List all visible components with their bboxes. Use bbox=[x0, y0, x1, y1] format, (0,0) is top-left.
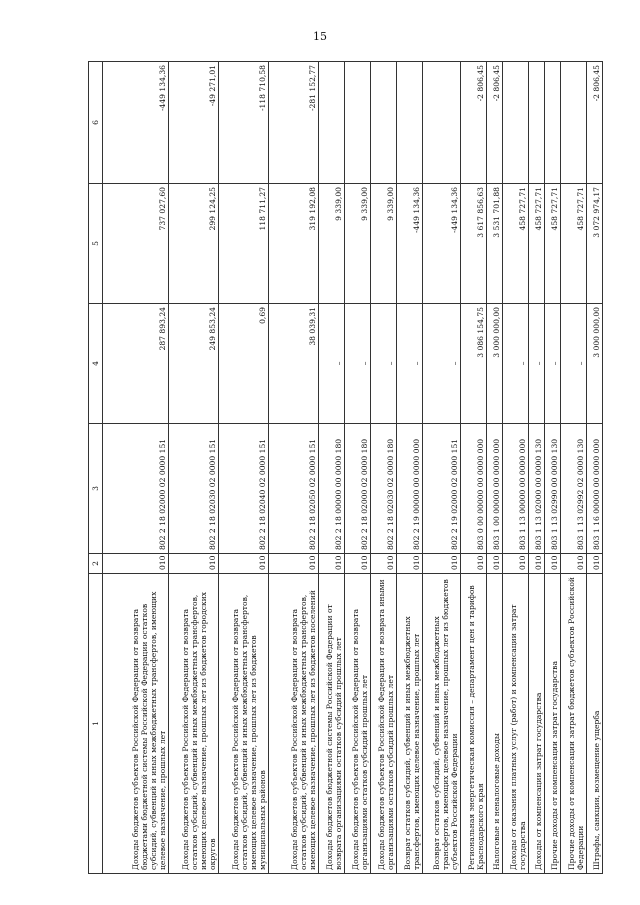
row-col5: 458 727,71 bbox=[529, 184, 545, 304]
row-col5: 737 027,60 bbox=[103, 184, 169, 304]
row-kbk: 802 2 19 00000 00 0000 000 bbox=[397, 424, 423, 554]
row-col4: 287 893,24 bbox=[103, 304, 169, 424]
row-code: 010 bbox=[319, 554, 345, 574]
row-name: Доходы от компенсации затрат государства bbox=[529, 574, 545, 874]
row-name: Доходы бюджетов субъектов Российской Федерации от возврата организациями остатков субсидий прошлых лет bbox=[345, 574, 371, 874]
row-col4: – bbox=[423, 304, 461, 424]
row-code: 010 bbox=[587, 554, 603, 574]
table-row bbox=[545, 62, 561, 874]
row-kbk: 803 1 13 02000 00 0000 130 bbox=[529, 424, 545, 554]
table-row bbox=[461, 62, 487, 874]
row-code: 010 bbox=[561, 554, 587, 574]
row-name: Доходы бюджетов субъектов Российской Федерации от возврата иными организациями остатков субсидий прошлых лет bbox=[371, 574, 397, 874]
row-name: Доходы бюджетов субъектов Российской Федерации от возврата остатков субсидий, субвенций и иных межбюджетных трансфертов, имеющих целевое назначение, прошлых лет из бюджетов поселений bbox=[269, 574, 319, 874]
row-code: 010 bbox=[269, 554, 319, 574]
row-kbk: 802 2 18 02040 02 0000 151 bbox=[219, 424, 269, 554]
row-kbk: 802 2 18 02030 02 0000 180 bbox=[371, 424, 397, 554]
row-name: Региональная энергетическая комиссия – департамент цен и тарифов Краснодарского края bbox=[461, 574, 487, 874]
row-name: Доходы бюджетов субъектов Российской Федерации от возврата остатков субсидий, субвенций и иных межбюджетных трансфертов, имеющих целевое назначение, прошлых лет из бюджетов муниципальных районов bbox=[219, 574, 269, 874]
row-kbk: 802 2 19 02000 02 0000 151 bbox=[423, 424, 461, 554]
header-cell: 2 bbox=[89, 554, 103, 574]
row-kbk: 802 2 18 02000 02 0000 151 bbox=[103, 424, 169, 554]
page-number: 15 bbox=[313, 30, 327, 43]
table-row bbox=[269, 62, 319, 874]
row-col6 bbox=[319, 62, 345, 184]
row-col5: 3 531 701,88 bbox=[487, 184, 503, 304]
row-kbk: 802 2 18 02000 02 0000 180 bbox=[345, 424, 371, 554]
row-kbk: 802 2 18 02030 02 0000 151 bbox=[169, 424, 219, 554]
header-cell: 3 bbox=[89, 424, 103, 554]
row-col6 bbox=[397, 62, 423, 184]
row-code: 010 bbox=[487, 554, 503, 574]
rotated-table-container bbox=[88, 62, 601, 874]
row-col4: – bbox=[561, 304, 587, 424]
row-col6: -2 806,45 bbox=[461, 62, 487, 184]
row-name: Прочие доходы от компенсации затрат бюджетов субъектов Российской Федерации bbox=[561, 574, 587, 874]
header-cell: 5 bbox=[89, 184, 103, 304]
row-col5: 299 124,25 bbox=[169, 184, 219, 304]
row-col5: 9 339,00 bbox=[319, 184, 345, 304]
row-col4: 3 086 154,75 bbox=[461, 304, 487, 424]
table-row bbox=[529, 62, 545, 874]
table-row bbox=[397, 62, 423, 874]
row-col5: 319 192,08 bbox=[269, 184, 319, 304]
row-col5: 9 339,00 bbox=[371, 184, 397, 304]
row-col4: 249 853,24 bbox=[169, 304, 219, 424]
row-col4: – bbox=[397, 304, 423, 424]
table-row bbox=[103, 62, 169, 874]
table-row bbox=[319, 62, 345, 874]
row-col6: -49 271,01 bbox=[169, 62, 219, 184]
row-code: 010 bbox=[371, 554, 397, 574]
row-col6: -118 710,58 bbox=[219, 62, 269, 184]
row-kbk: 802 2 18 02050 02 0000 151 bbox=[269, 424, 319, 554]
row-col5: 458 727,71 bbox=[561, 184, 587, 304]
header-cell: 1 bbox=[89, 574, 103, 874]
row-col6 bbox=[503, 62, 529, 184]
table-row bbox=[169, 62, 219, 874]
row-col4: 38 039,31 bbox=[269, 304, 319, 424]
table-row bbox=[487, 62, 503, 874]
row-name: Прочие доходы от компенсации затрат государства bbox=[545, 574, 561, 874]
row-code: 010 bbox=[545, 554, 561, 574]
table-row bbox=[587, 62, 603, 874]
row-col4: – bbox=[345, 304, 371, 424]
row-code: 010 bbox=[169, 554, 219, 574]
row-col5: -449 134,36 bbox=[423, 184, 461, 304]
table-row bbox=[371, 62, 397, 874]
row-col4: 3 000 000,00 bbox=[587, 304, 603, 424]
row-col6 bbox=[561, 62, 587, 184]
header-row bbox=[89, 62, 103, 874]
row-code: 010 bbox=[397, 554, 423, 574]
row-col6 bbox=[529, 62, 545, 184]
row-col4: 3 000 000,00 bbox=[487, 304, 503, 424]
row-name: Доходы бюджетов субъектов Российской Федерации от возврата остатков субсидий, субвенций и иных межбюджетных трансфертов, имеющих целевое назначение, прошлых лет из бюджетов городских округов bbox=[169, 574, 219, 874]
row-name: Доходы от оказания платных услуг (работ) и компенсации затрат государства bbox=[503, 574, 529, 874]
row-col6: -2 806,45 bbox=[587, 62, 603, 184]
row-kbk: 803 0 00 00000 00 0000 000 bbox=[461, 424, 487, 554]
row-col6: -2 806,45 bbox=[487, 62, 503, 184]
row-name: Штрафы, санкции, возмещение ущерба bbox=[587, 574, 603, 874]
row-col4: 0,69 bbox=[219, 304, 269, 424]
table-row bbox=[503, 62, 529, 874]
row-code: 010 bbox=[503, 554, 529, 574]
row-col4: – bbox=[371, 304, 397, 424]
row-col4: – bbox=[545, 304, 561, 424]
row-kbk: 803 1 13 00000 00 0000 000 bbox=[503, 424, 529, 554]
row-col6 bbox=[371, 62, 397, 184]
budget-table bbox=[88, 61, 603, 874]
row-kbk: 802 2 18 00000 00 0000 180 bbox=[319, 424, 345, 554]
row-col6: -449 134,36 bbox=[103, 62, 169, 184]
row-col6 bbox=[545, 62, 561, 184]
row-col5: 3 617 856,63 bbox=[461, 184, 487, 304]
row-kbk: 803 1 16 00000 00 0000 000 bbox=[587, 424, 603, 554]
table-row bbox=[423, 62, 461, 874]
table-row bbox=[561, 62, 587, 874]
row-kbk: 803 1 00 00000 00 0000 000 bbox=[487, 424, 503, 554]
row-code: 010 bbox=[345, 554, 371, 574]
row-code: 010 bbox=[529, 554, 545, 574]
row-code: 010 bbox=[219, 554, 269, 574]
table-row bbox=[345, 62, 371, 874]
header-cell: 4 bbox=[89, 304, 103, 424]
row-col4: – bbox=[529, 304, 545, 424]
row-col6 bbox=[345, 62, 371, 184]
row-col5: 118 711,27 bbox=[219, 184, 269, 304]
row-name: Доходы бюджетов субъектов Российской Федерации от возврата бюджетами бюджетной системы Российской Федерации остатков субсидий, субвенций и иных межбюджетных трансфертов, имеющих целевое назначение, прошлых лет bbox=[103, 574, 169, 874]
table-frame bbox=[88, 62, 601, 874]
row-name: Возврат остатков субсидий, субвенций и иных межбюджетных трансфертов, имеющих целевое назначение, прошлых лет из бюджетов субъектов Российской Федерации bbox=[423, 574, 461, 874]
row-code: 010 bbox=[423, 554, 461, 574]
row-name: Налоговые и неналоговые доходы bbox=[487, 574, 503, 874]
row-col5: 9 339,00 bbox=[345, 184, 371, 304]
row-kbk: 803 1 13 02992 02 0000 130 bbox=[561, 424, 587, 554]
row-col6 bbox=[423, 62, 461, 184]
row-code: 010 bbox=[103, 554, 169, 574]
row-kbk: 803 1 13 02990 00 0000 130 bbox=[545, 424, 561, 554]
row-code: 010 bbox=[461, 554, 487, 574]
row-col4: – bbox=[503, 304, 529, 424]
row-col5: 458 727,71 bbox=[503, 184, 529, 304]
row-col4: – bbox=[319, 304, 345, 424]
row-col5: -449 134,36 bbox=[397, 184, 423, 304]
row-name: Возврат остатков субсидий, субвенций и иных межбюджетных трансфертов, имеющих целевое назначение, прошлых лет bbox=[397, 574, 423, 874]
row-col5: 3 072 974,17 bbox=[587, 184, 603, 304]
row-name: Доходы бюджетов бюджетной системы Российской Федерации от возврата организациями остатков субсидий прошлых лет bbox=[319, 574, 345, 874]
row-col5: 458 727,71 bbox=[545, 184, 561, 304]
header-cell: 6 bbox=[89, 62, 103, 184]
row-col6: -281 152,77 bbox=[269, 62, 319, 184]
table-row bbox=[219, 62, 269, 874]
